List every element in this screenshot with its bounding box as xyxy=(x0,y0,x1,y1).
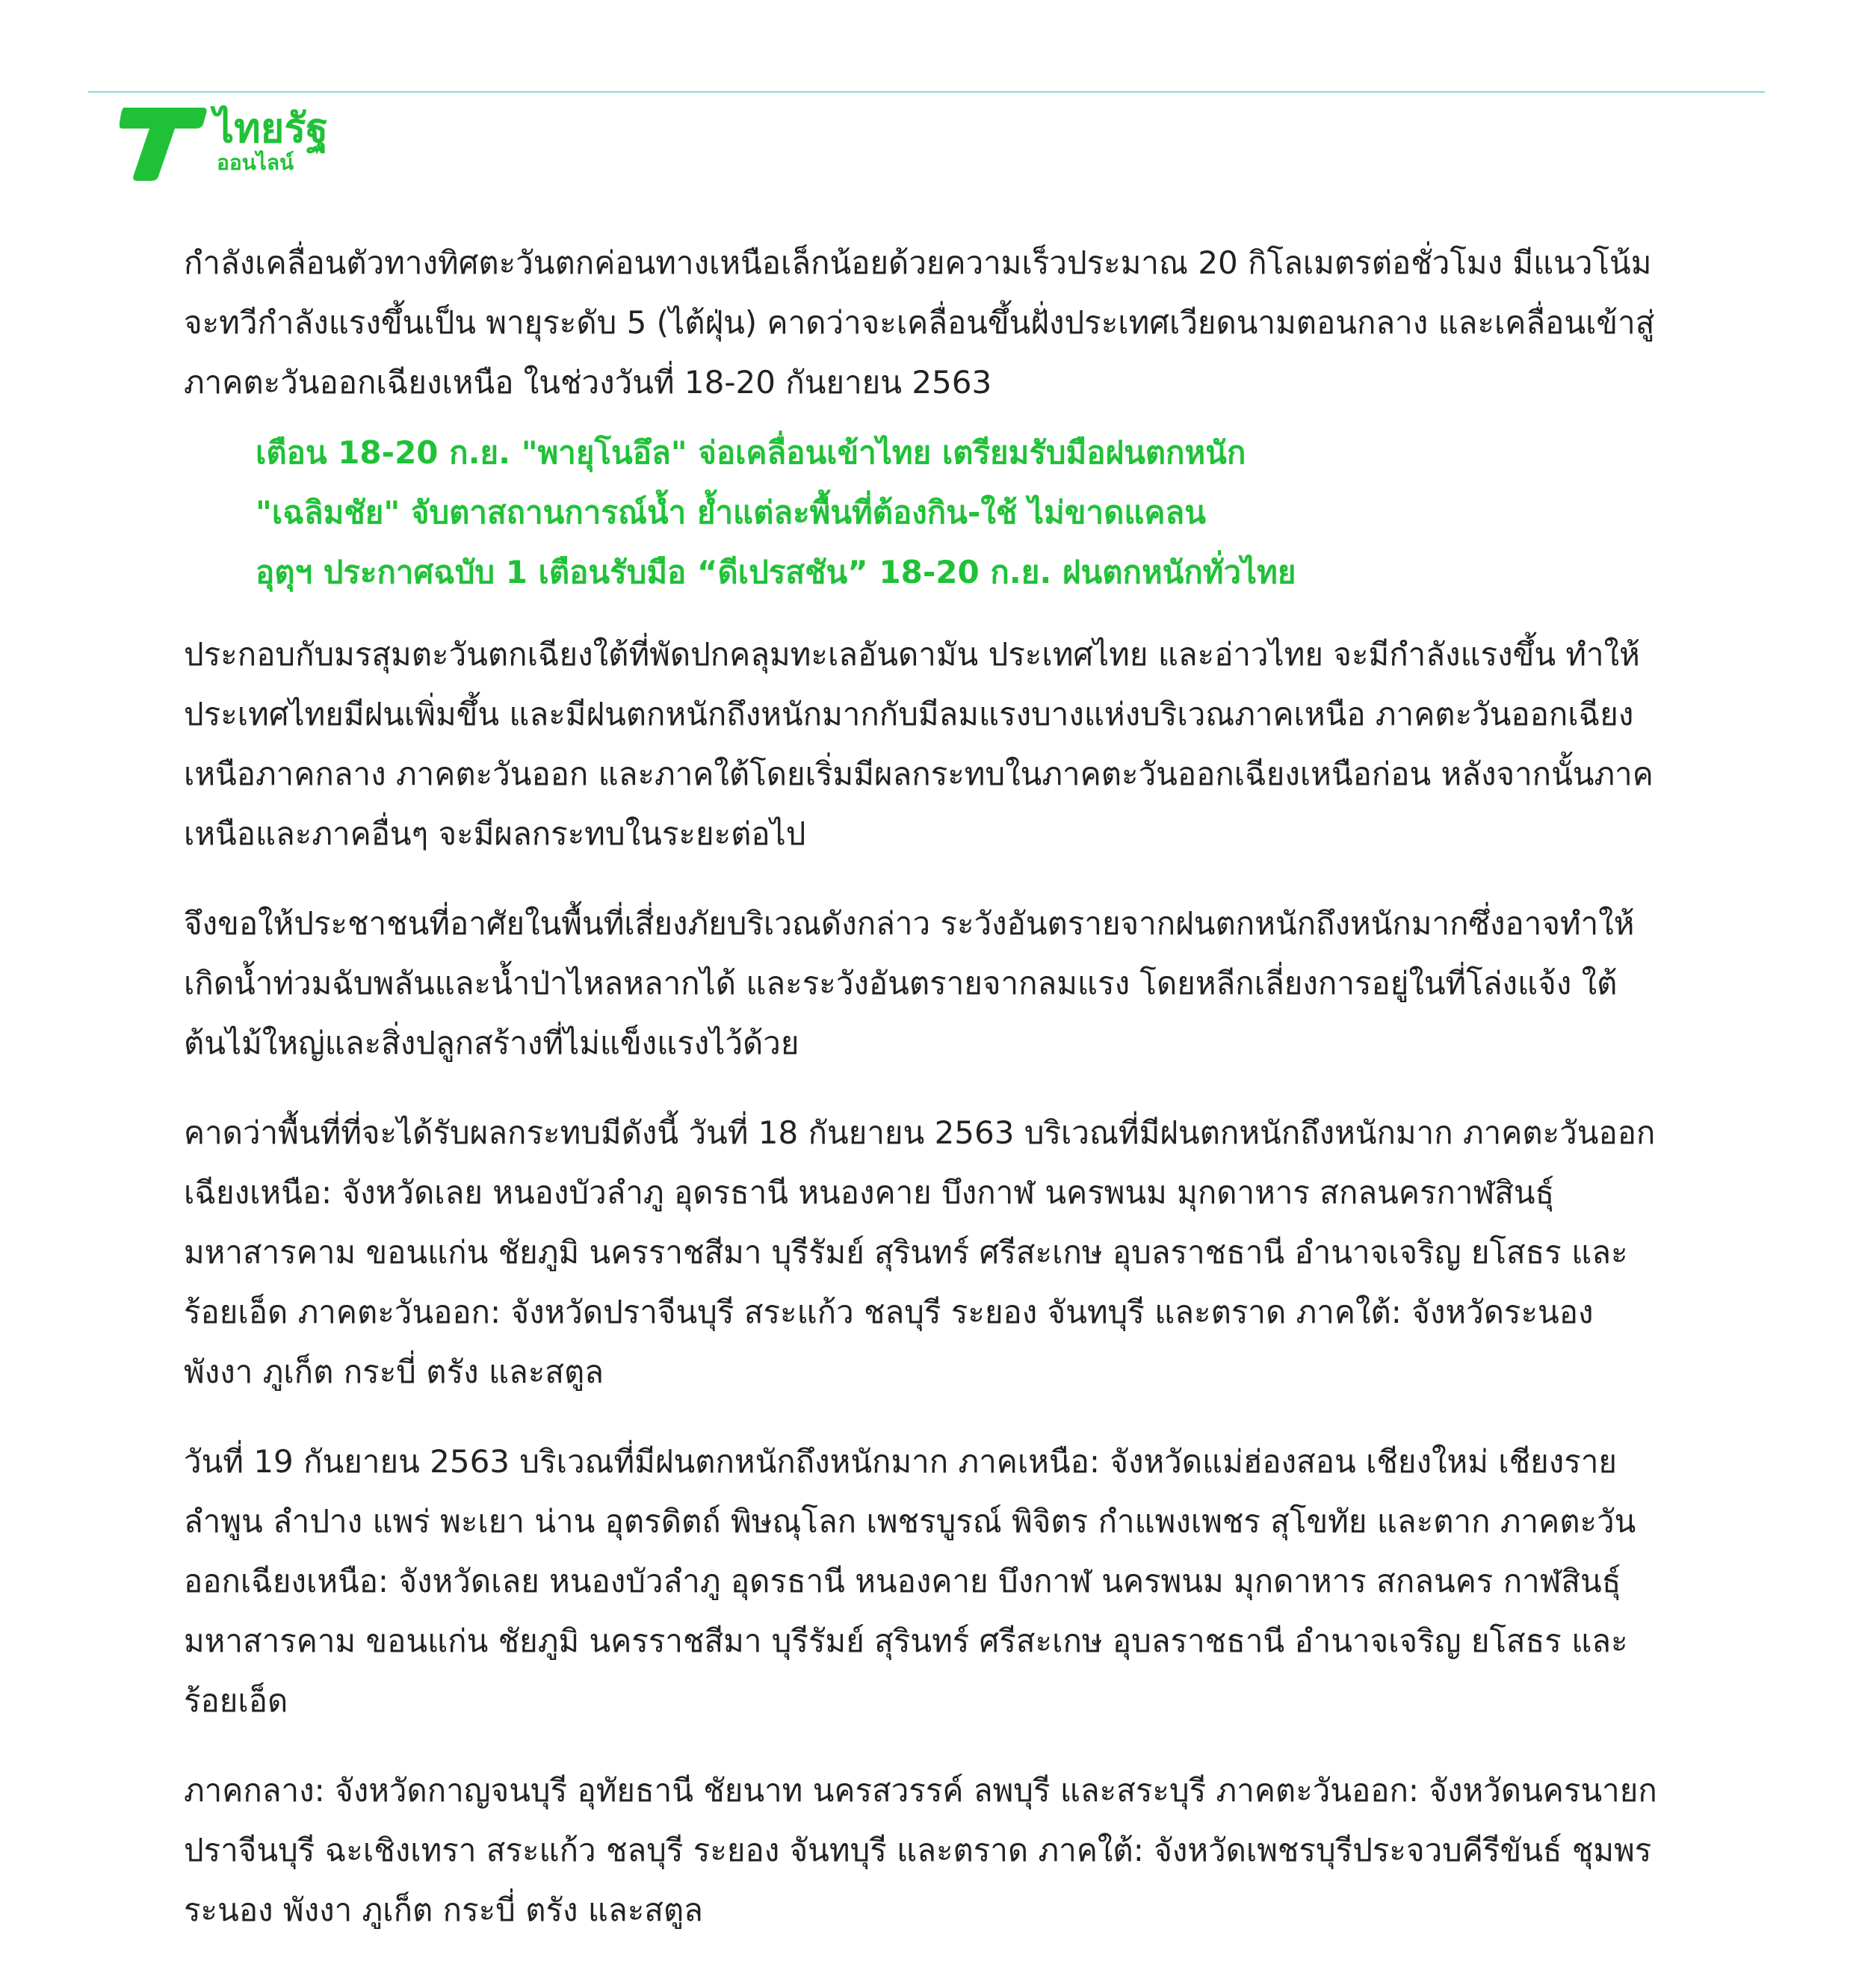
article-paragraph: ประกอบกับมรสุมตะวันตกเฉียงใต้ที่พัดปกคลุมทะเลอันดามัน ประเทศไทย และอ่าวไทย จะมีกำลังแรงขึ้น ทำให้ประเทศไทยมีฝนเพิ่มขึ้น และมีฝนตกหนักถึงหนักมากกับมีลมแรงบางแห่งบริเวณภาคเหนือ ภาคตะวันออกเฉียงเหนือภาคกลาง ภาคตะวันออก และภาคใต้โดยเริ่มมีผลกระทบในภาคตะวันออกเฉียงเหนือก่อน หลังจากนั้นภาคเหนือและภาคอื่นๆ จะมีผลกระทบในระยะต่อไป xyxy=(184,636,1654,852)
header-divider xyxy=(88,91,1765,93)
article-paragraph: ภาคกลาง: จังหวัดกาญจนบุรี อุทัยธานี ชัยนาท นครสวรรค์ ลพบุรี และสระบุรี ภาคตะวันออก: จังหวัดนครนายก ปราจีนบุรี ฉะเชิงเทรา สระแก้ว ชลบุรี ระยอง จันทบุรี และตราด ภาคใต้: จังหวัดเพชรบุรีประจวบคีรีขันธ์ ชุมพร ระนอง พังงา ภูเก็ต กระบี่ ตรัง และสตูล xyxy=(184,1772,1657,1928)
related-links xyxy=(256,423,1671,602)
article-intro: กำลังเคลื่อนตัวทางทิศตะวันตกค่อนทางเหนือเล็กน้อยด้วยความเร็วประมาณ 20 กิโลเมตรต่อชั่วโมง มีแนวโน้มจะทวีกำลังแรงขึ้นเป็น พายุระดับ 5 (ไต้ฝุ่น) คาดว่าจะเคลื่อนขึ้นฝั่งประเทศเวียดนามตอนกลาง และเคลื่อนเข้าสู่ภาคตะวันออกเฉียงเหนือ ในช่วงวันที่ 18-20 กันยายน 2563 xyxy=(184,244,1655,401)
site-logo[interactable] xyxy=(120,102,359,184)
logo-subtitle: ออนไลน์ xyxy=(217,150,294,175)
article-paragraph: คาดว่าพื้นที่ที่จะได้รับผลกระทบมีดังนี้ วันที่ 18 กันยายน 2563 บริเวณที่มีฝนตกหนักถึงหนักมาก ภาคตะวันออกเฉียงเหนือ: จังหวัดเลย หนองบัวลำภู อุดรธานี หนองคาย บึงกาฬ นครพนม มุกดาหาร สกลนครกาฬสินธุ์ มหาสารคาม ขอนแก่น ชัยภูมิ นครราชสีมา บุรีรัมย์ สุรินทร์ ศรีสะเกษ อุบลราชธานี อำนาจเจริญ ยโสธร และร้อยเอ็ด ภาคตะวันออก: จังหวัดปราจีนบุรี สระแก้ว ชลบุรี ระยอง จันทบุรี และตราด ภาคใต้: จังหวัดระนอง พังงา ภูเก็ต กระบี่ ตรัง และสตูล xyxy=(184,1114,1656,1390)
article-body xyxy=(184,233,1671,1940)
article-paragraph: วันที่ 19 กันยายน 2563 บริเวณที่มีฝนตกหนักถึงหนักมาก ภาคเหนือ: จังหวัดแม่ฮ่องสอน เชียงใหม่ เชียงราย ลำพูน ลำปาง แพร่ พะเยา น่าน อุตรดิตถ์ พิษณุโลก เพชรบูรณ์ พิจิตร กำแพงเพชร สุโขทัย และตาก ภาคตะวันออกเฉียงเหนือ: จังหวัดเลย หนองบัวลำภู อุดรธานี หนองคาย บึงกาฬ นครพนม มุกดาหาร สกลนคร กาฬสินธุ์ มหาสารคาม ขอนแก่น ชัยภูมิ นครราชสีมา บุรีรัมย์ สุรินทร์ ศรีสะเกษ อุบลราชธานี อำนาจเจริญ ยโสธร และร้อยเอ็ด xyxy=(184,1443,1636,1719)
related-link[interactable]: อุตุฯ ประกาศฉบับ 1 เตือนรับมือ “ดีเปรสชัน” 18-20 ก.ย. ฝนตกหนักทั่วไทย xyxy=(256,554,1296,590)
article-paragraph: จึงขอให้ประชาชนที่อาศัยในพื้นที่เสี่ยงภัยบริเวณดังกล่าว ระวังอันตรายจากฝนตกหนักถึงหนักมากซึ่งอาจทำให้เกิดน้ำท่วมฉับพลันและน้ำป่าไหลหลากได้ และระวังอันตรายจากลมแรง โดยหลีกเลี่ยงการอยู่ในที่โล่งแจ้ง ใต้ต้นไม้ใหญ่และสิ่งปลูกสร้างที่ไม่แข็งแรงไว้ด้วย xyxy=(184,905,1635,1061)
related-link[interactable]: "เฉลิมชัย" จับตาสถานการณ์น้ำ ย้ำแต่ละพื้นที่ต้องกิน-ใช้ ไม่ขาดแคลน xyxy=(256,494,1206,531)
related-link[interactable]: เตือน 18-20 ก.ย. "พายุโนอึล" จ่อเคลื่อนเข้าไทย เตรียมรับมือฝนตกหนัก xyxy=(256,434,1246,471)
logo-wordmark: ไทยรัฐ xyxy=(214,105,329,152)
thairath-logo-icon xyxy=(120,102,209,181)
